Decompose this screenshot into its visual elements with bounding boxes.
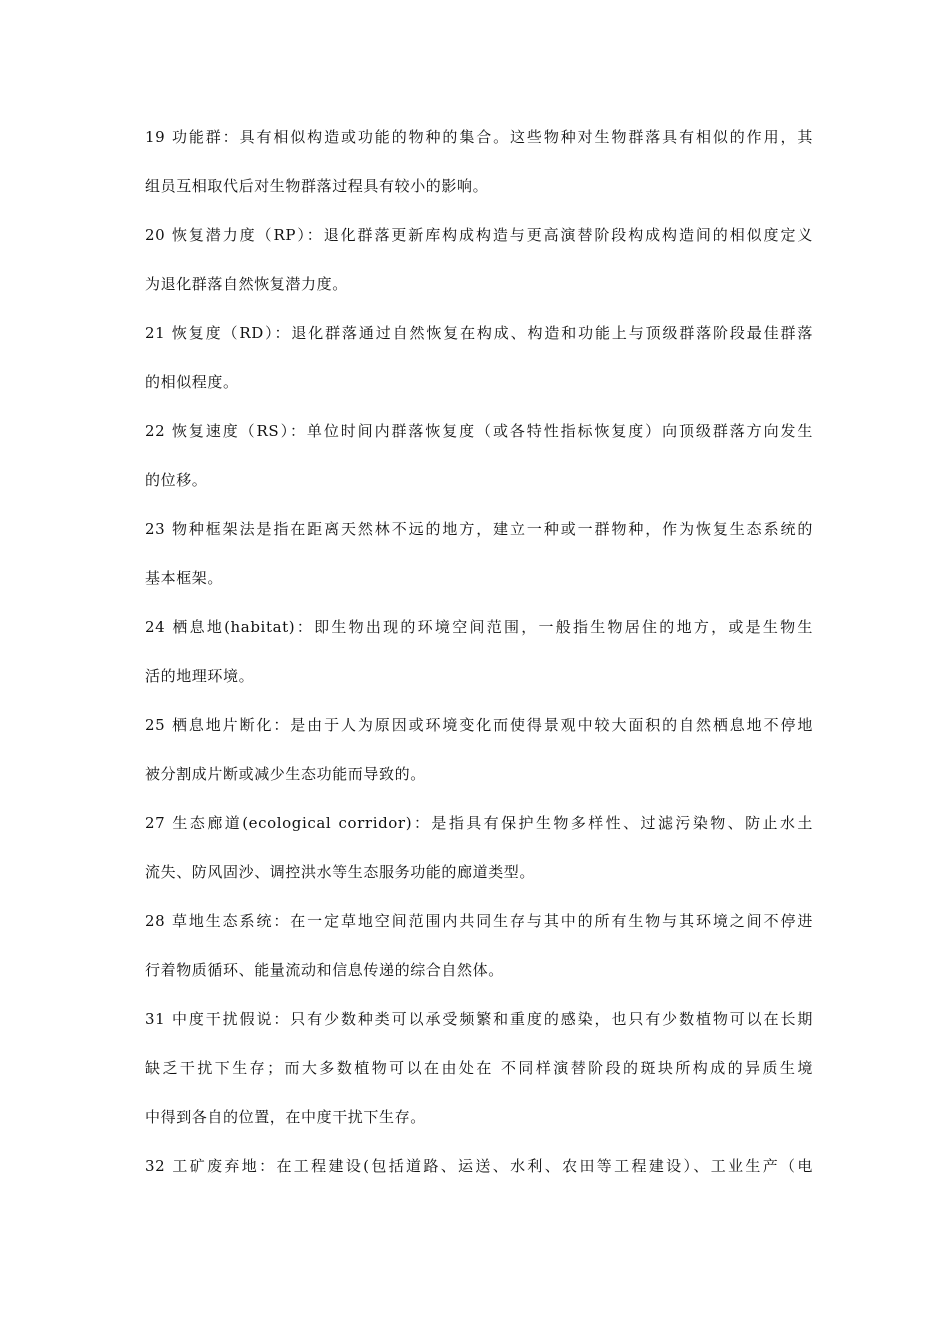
- text-line: 为退化群落自然恢复潜力度。: [145, 275, 348, 293]
- text-line: 32 工矿废弃地：在工程建设(包括道路、运送、水利、农田等工程建设）、工业生产（电: [145, 1157, 813, 1175]
- text-line: 的位移。: [145, 471, 208, 489]
- text-line: 活的地理环境。: [145, 667, 255, 685]
- text-line: 25 栖息地片断化：是由于人为原因或环境变化而使得景观中较大面积的自然栖息地不停地: [145, 716, 813, 734]
- document-body: [145, 117, 813, 1195]
- text-line: 23 物种框架法是指在距离天然林不远的地方，建立一种或一群物种，作为恢复生态系统的: [145, 520, 813, 538]
- text-line: 27 生态廊道(ecological corridor)：是指具有保护生物多样性、过滤污染物、防止水土: [145, 814, 813, 832]
- text-line: 的相似程度。: [145, 373, 239, 391]
- text-line: 20 恢复潜力度（RP）：退化群落更新库构成构造与更高演替阶段构成构造间的相似度定义: [145, 226, 813, 244]
- text-line: 19 功能群：具有相似构造或功能的物种的集合。这些物种对生物群落具有相似的作用，其: [145, 128, 813, 146]
- text-line: 21 恢复度（RD）：退化群落通过自然恢复在构成、构造和功能上与顶级群落阶段最佳群落: [145, 324, 813, 342]
- text-line: 28 草地生态系统：在一定草地空间范围内共同生存与其中的所有生物与其环境之间不停进: [145, 912, 813, 930]
- text-line: 被分割成片断或减少生态功能而导致的。: [145, 765, 426, 783]
- text-line: 缺乏干扰下生存；而大多数植物可以在由处在 不同样演替阶段的斑块所构成的异质生境: [145, 1059, 813, 1077]
- text-line: 行着物质循环、能量流动和信息传递的综合自然体。: [145, 961, 504, 979]
- text-line: 基本框架。: [145, 569, 224, 587]
- text-line: 流失、防风固沙、调控洪水等生态服务功能的廊道类型。: [145, 863, 536, 881]
- text-line: 组员互相取代后对生物群落过程具有较小的影响。: [145, 177, 489, 195]
- text-line: 24 栖息地(habitat)：即生物出现的环境空间范围，一般指生物居住的地方，或是生物生: [145, 618, 813, 636]
- text-line: 中得到各自的位置，在中度干扰下生存。: [145, 1108, 426, 1126]
- text-line: 22 恢复速度（RS）：单位时间内群落恢复度（或各特性指标恢复度）向顶级群落方向发生: [145, 422, 813, 440]
- text-line: 31 中度干扰假说：只有少数种类可以承受频繁和重度的感染，也只有少数植物可以在长期: [145, 1010, 813, 1028]
